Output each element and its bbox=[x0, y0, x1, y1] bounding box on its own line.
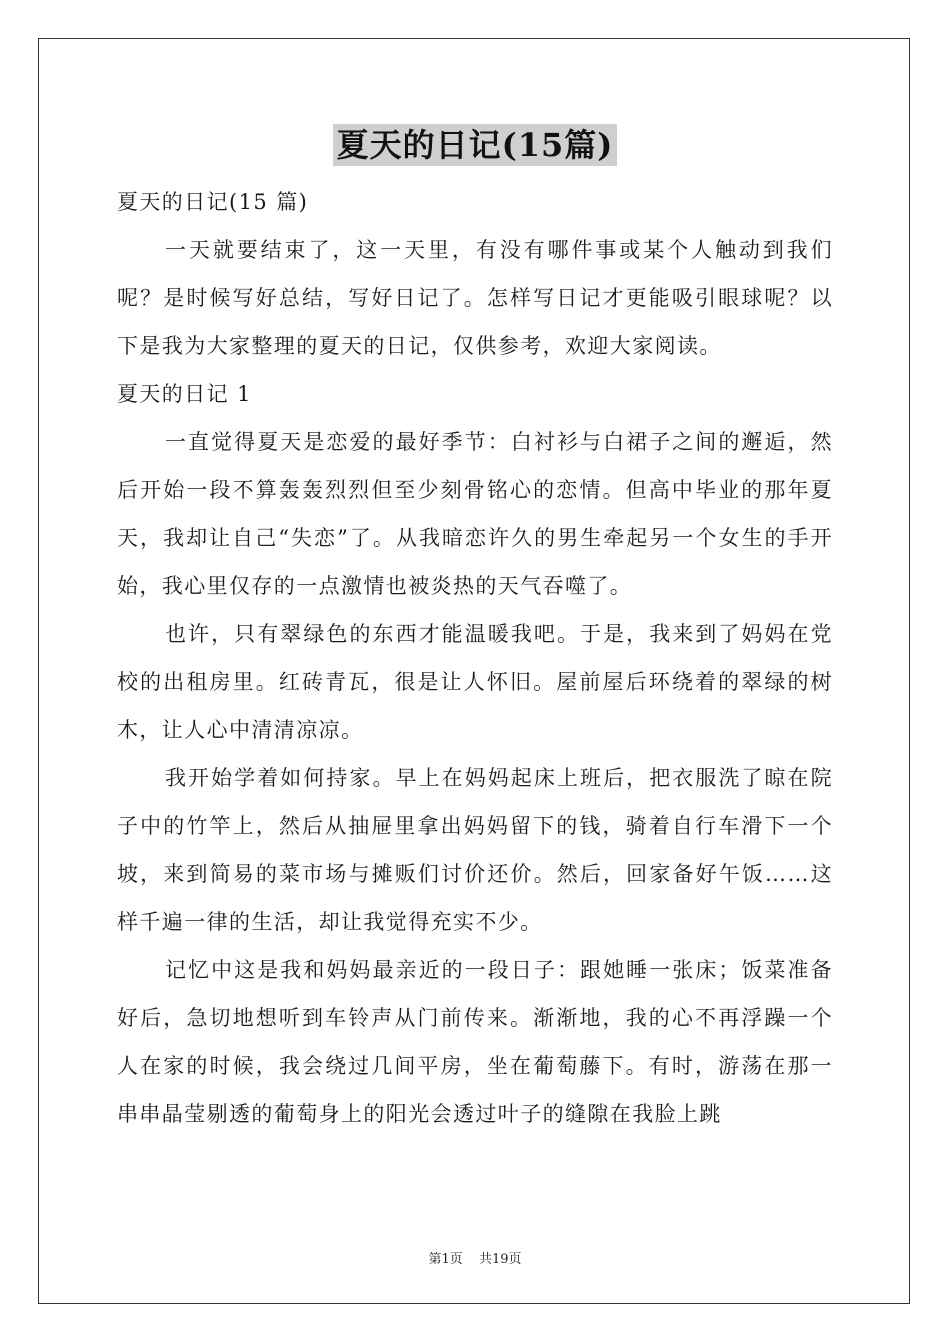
document-title: 夏天的日记(15篇) bbox=[333, 124, 618, 166]
title-container bbox=[0, 124, 950, 166]
document-body bbox=[117, 178, 833, 1138]
page-number: 第1页 bbox=[428, 1252, 463, 1267]
section-heading: 夏天的日记 1 bbox=[117, 382, 252, 406]
body-paragraph: 我开始学着如何持家。早上在妈妈起床上班后，把衣服洗了晾在院子中的竹竿上，然后从抽屉里拿出妈妈留下的钱，骑着自行车滑下一个坡，来到简易的菜市场与摊贩们讨价还价。然后，回家备好午饭……这样千遍一律的生活，却让我觉得充实不少。 bbox=[117, 766, 833, 934]
page-footer bbox=[0, 1248, 950, 1267]
body-paragraph: 一直觉得夏天是恋爱的最好季节：白衬衫与白裙子之间的邂逅，然后开始一段不算轰轰烈烈但至少刻骨铭心的恋情。但高中毕业的那年夏天，我却让自己“失恋”了。从我暗恋许久的男生牵起另一个女生的手开始，我心里仅存的一点激情也被炎热的天气吞噬了。 bbox=[117, 430, 833, 598]
page-total: 共19页 bbox=[478, 1252, 522, 1267]
subtitle: 夏天的日记(15 篇) bbox=[117, 190, 309, 214]
intro-paragraph: 一天就要结束了，这一天里，有没有哪件事或某个人触动到我们呢？是时候写好总结，写好日记了。怎样写日记才更能吸引眼球呢？以下是我为大家整理的夏天的日记，仅供参考，欢迎大家阅读。 bbox=[117, 238, 833, 358]
body-paragraph: 记忆中这是我和妈妈最亲近的一段日子：跟她睡一张床；饭菜准备好后，急切地想听到车铃声从门前传来。渐渐地，我的心不再浮躁一个人在家的时候，我会绕过几间平房，坐在葡萄藤下。有时，游荡在那一串串晶莹剔透的葡萄身上的阳光会透过叶子的缝隙在我脸上跳 bbox=[117, 958, 833, 1126]
body-paragraph: 也许，只有翠绿色的东西才能温暖我吧。于是，我来到了妈妈在党校的出租房里。红砖青瓦，很是让人怀旧。屋前屋后环绕着的翠绿的树木，让人心中清清凉凉。 bbox=[117, 622, 833, 742]
